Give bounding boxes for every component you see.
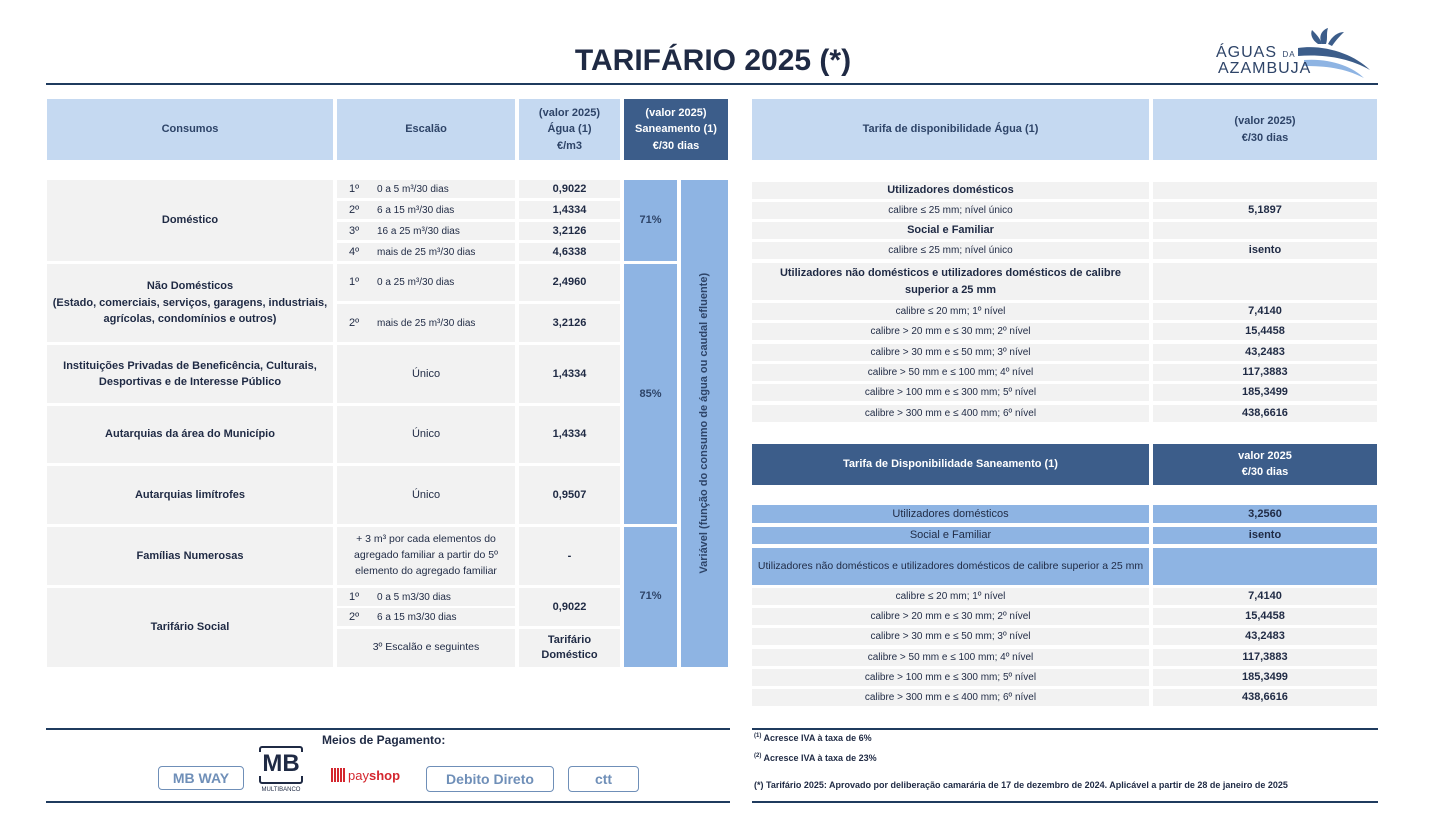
saneamento-row-value — [1153, 548, 1377, 585]
ctt-logo: ctt — [568, 766, 639, 792]
agua-row-label: Utilizadores não domésticos e utilizadores domésticos de calibre superior a 25 mm — [752, 263, 1149, 300]
payment-title: Meios de Pagamento: — [322, 733, 446, 747]
multibanco-mb: MB — [258, 752, 304, 776]
instituicoes-escalao: Único — [337, 345, 515, 403]
logo-line2: AZAMBUJA — [1218, 60, 1312, 77]
header-consumos: Consumos — [47, 99, 333, 160]
nao-domesticos-row-1: 1º 0 a 25 m³/30 dias — [337, 264, 515, 301]
note-2: $^{(2)}$ Acresce IVA à taxa de 23% — [754, 753, 877, 763]
nao-domesticos-value-1: 2,4960 — [519, 264, 620, 301]
nao-domesticos-row-2: 2º mais de 25 m³/30 dias — [337, 304, 515, 342]
agua-row-value: 5,1897 — [1153, 202, 1377, 219]
agua-row-label: calibre > 20 mm e ≤ 30 mm; 2º nível — [752, 323, 1149, 340]
header-escalao: Escalão — [337, 99, 515, 160]
multibanco-text: MULTIBANCO — [261, 787, 301, 793]
payshop-icon — [331, 768, 345, 782]
social-value: 0,9022 — [519, 588, 620, 626]
social-seguintes: 3º Escalão e seguintes — [337, 629, 515, 667]
agua-row-label: calibre > 30 mm e ≤ 50 mm; 3º nível — [752, 344, 1149, 361]
domestico-value-4: 4,6338 — [519, 243, 620, 261]
row-domestico-label: Doméstico — [47, 180, 333, 261]
header-agua-disponibilidade-valor: (valor 2025) €/30 dias — [1153, 99, 1377, 160]
autarquias-limitrofes-escalao: Único — [337, 466, 515, 524]
multibanco-logo — [258, 746, 304, 796]
payshop-logo: pay shop — [331, 766, 400, 784]
agua-row-value: isento — [1153, 242, 1377, 259]
saneamento-row-label: calibre > 300 mm e ≤ 400 mm; 6º nível — [752, 689, 1149, 706]
agua-row-value: 7,4140 — [1153, 303, 1377, 320]
saneamento-row-label: calibre ≤ 20 mm; 1º nível — [752, 588, 1149, 605]
header-saneamento-disponibilidade-valor: valor 2025 €/30 dias — [1153, 444, 1377, 485]
saneamento-pct-71-top: 71% — [624, 180, 677, 261]
domestico-row-2: 2º 6 a 15 m³/30 dias — [337, 201, 515, 219]
saneamento-pct-85: 85% — [624, 264, 677, 524]
logo-line1: ÁGUAS DA — [1216, 44, 1296, 61]
social-row-1: 1º 0 a 5 m3/30 dias — [337, 588, 515, 606]
row-autarquias-municipio-label: Autarquias da área do Município — [47, 406, 333, 463]
agua-row-label: calibre ≤ 25 mm; nível único — [752, 202, 1149, 219]
saneamento-row-value: 3,2560 — [1153, 505, 1377, 523]
saneamento-row-value: 438,6616 — [1153, 689, 1377, 706]
payment-rule-top — [46, 728, 730, 730]
notes-rule-bottom — [752, 801, 1378, 803]
agua-row-label: calibre > 100 mm e ≤ 300 mm; 5º nível — [752, 384, 1149, 401]
saneamento-variavel: Variável (função do consumo de água ou caudal efluente) — [681, 180, 728, 667]
instituicoes-value: 1,4334 — [519, 345, 620, 403]
page-title: TARIFÁRIO 2025 (*) — [574, 44, 852, 77]
payment-rule-bottom — [46, 801, 730, 803]
saneamento-row-value: 43,2483 — [1153, 628, 1377, 645]
agua-row-value: 117,3883 — [1153, 364, 1377, 381]
agua-row-label: calibre ≤ 25 mm; nível único — [752, 242, 1149, 259]
saneamento-row-label: calibre > 100 mm e ≤ 300 mm; 5º nível — [752, 669, 1149, 686]
saneamento-row-label: Utilizadores não domésticos e utilizadores domésticos de calibre superior a 25 mm — [752, 548, 1149, 585]
logo — [1214, 26, 1374, 81]
agua-row-value: 43,2483 — [1153, 344, 1377, 361]
saneamento-row-label: Social e Familiar — [752, 527, 1149, 544]
header-agua-disponibilidade: Tarifa de disponibilidade Água (1) — [752, 99, 1149, 160]
domestico-value-3: 3,2126 — [519, 222, 620, 240]
agua-row-label: calibre ≤ 20 mm; 1º nível — [752, 303, 1149, 320]
domestico-row-4: 4º mais de 25 m³/30 dias — [337, 243, 515, 261]
note-3: (*) Tarifário 2025: Aprovado por deliberação camarária de 17 de dezembro de 2024. Aplicável a partir de 28 de janeiro de 2025 — [754, 780, 1288, 790]
agua-row-label: calibre > 50 mm e ≤ 100 mm; 4º nível — [752, 364, 1149, 381]
social-row-2: 2º 6 a 15 m3/30 dias — [337, 608, 515, 626]
saneamento-row-value: 117,3883 — [1153, 649, 1377, 666]
domestico-value-1: 0,9022 — [519, 180, 620, 198]
agua-row-label: Utilizadores domésticos — [752, 182, 1149, 199]
familias-value: - — [519, 527, 620, 585]
autarquias-municipio-escalao: Único — [337, 406, 515, 463]
agua-row-value: 185,3499 — [1153, 384, 1377, 401]
social-seguintes-value: Tarifário Doméstico — [519, 629, 620, 667]
agua-row-value: 438,6616 — [1153, 405, 1377, 422]
saneamento-pct-71-bottom: 71% — [624, 527, 677, 667]
agua-row-value — [1153, 182, 1377, 199]
saneamento-row-value: 7,4140 — [1153, 588, 1377, 605]
mbway-logo: MB WAY — [158, 766, 244, 790]
row-autarquias-limitrofes-label: Autarquias limítrofes — [47, 466, 333, 524]
domestico-row-1: 1º 0 a 5 m³/30 dias — [337, 180, 515, 198]
agua-row-value: 15,4458 — [1153, 323, 1377, 340]
row-familias-label: Famílias Numerosas — [47, 527, 333, 585]
agua-row-value — [1153, 222, 1377, 239]
agua-row-label: Social e Familiar — [752, 222, 1149, 239]
saneamento-row-label: calibre > 30 mm e ≤ 50 mm; 3º nível — [752, 628, 1149, 645]
agua-row-label: calibre > 300 mm e ≤ 400 mm; 6º nível — [752, 405, 1149, 422]
row-instituicoes-label: Instituições Privadas de Beneficência, Culturais, Desportivas e de Interesse Público — [47, 345, 333, 403]
row-nao-domesticos-label: Não Domésticos (Estado, comerciais, serviços, garagens, industriais, agrícolas, condomínios e outros) — [47, 264, 333, 342]
row-social-label: Tarifário Social — [47, 588, 333, 667]
saneamento-row-label: calibre > 50 mm e ≤ 100 mm; 4º nível — [752, 649, 1149, 666]
autarquias-limitrofes-value: 0,9507 — [519, 466, 620, 524]
saneamento-row-value: isento — [1153, 527, 1377, 544]
header-saneamento: (valor 2025) Saneamento (1) €/30 dias — [624, 99, 728, 160]
header-agua: (valor 2025) Água (1) €/m3 — [519, 99, 620, 160]
title-rule — [46, 83, 1378, 85]
autarquias-municipio-value: 1,4334 — [519, 406, 620, 463]
saneamento-row-label: Utilizadores domésticos — [752, 505, 1149, 523]
debito-direto-logo: Debito Direto — [426, 766, 554, 792]
nao-domesticos-value-2: 3,2126 — [519, 304, 620, 342]
agua-row-value — [1153, 263, 1377, 300]
familias-escalao: + 3 m³ por cada elementos do agregado familiar a partir do 5º elemento do agregado familiar — [337, 527, 515, 585]
domestico-row-3: 3º 16 a 25 m³/30 dias — [337, 222, 515, 240]
saneamento-row-value: 185,3499 — [1153, 669, 1377, 686]
header-saneamento-disponibilidade: Tarifa de Disponibilidade Saneamento (1) — [752, 444, 1149, 485]
note-1: $^{(1)}$ Acresce IVA à taxa de 6% — [754, 733, 872, 743]
saneamento-row-value: 15,4458 — [1153, 608, 1377, 625]
notes-rule-top — [752, 728, 1378, 730]
domestico-value-2: 1,4334 — [519, 201, 620, 219]
saneamento-row-label: calibre > 20 mm e ≤ 30 mm; 2º nível — [752, 608, 1149, 625]
